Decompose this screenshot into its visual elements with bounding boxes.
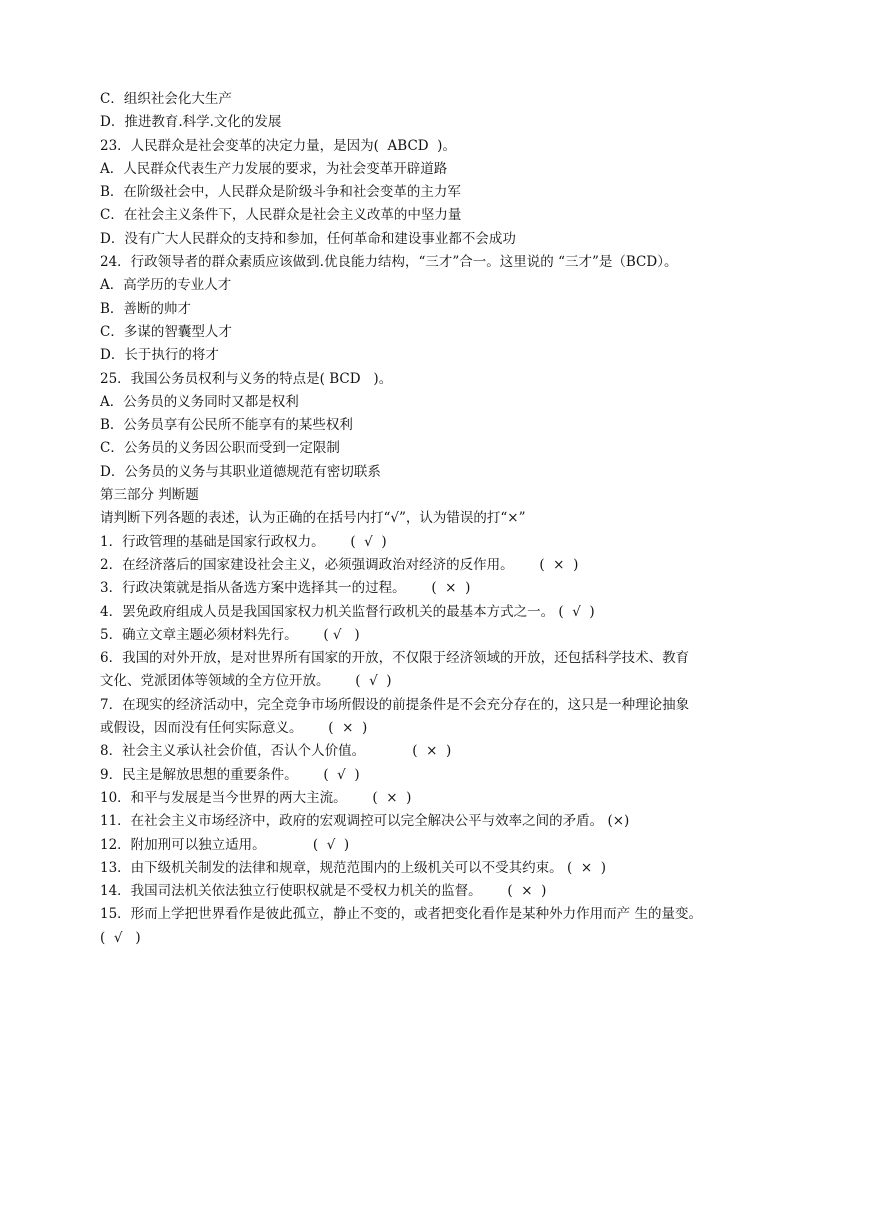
judgment-6-continued: 文化、党派团体等领域的全方位开放。 ( √ ) <box>100 673 392 690</box>
question-23-option-d: D．没有广大人民群众的支持和参加，任何革命和建设事业都不会成功 <box>100 230 516 247</box>
judgment-14: 14．我国司法机关依法独立行使职权就是不受权力机关的监督。 ( × ) <box>100 883 547 900</box>
question-25: 25．我国公务员权利与义务的特点是( BCD )。 <box>100 370 393 387</box>
judgment-3: 3．行政决策就是指从备选方案中选择其一的过程。 ( × ) <box>100 580 471 597</box>
question-24: 24．行政领导者的群众素质应该做到.优良能力结构，“三才”合一。这里说的 “三才”是（BCD）。 <box>100 254 678 271</box>
judgment-7-continued: 或假设，因而没有任何实际意义。 ( × ) <box>100 720 368 737</box>
question-25-option-c: C．公务员的义务因公职而受到一定限制 <box>100 440 340 457</box>
judgment-11: 11．在社会主义市场经济中，政府的宏观调控可以完全解决公平与效率之间的矛盾。 (×) <box>100 813 630 830</box>
option-d-line: D．推进教育.科学.文化的发展 <box>100 114 282 131</box>
judgment-5: 5．确立文章主题必须材料先行。 ( √ ) <box>100 626 360 643</box>
judgment-9: 9．民主是解放思想的重要条件。 ( √ ) <box>100 766 360 783</box>
question-23-option-b: B．在阶级社会中，人民群众是阶级斗争和社会变革的主力军 <box>100 184 461 201</box>
question-23-option-c: C．在社会主义条件下，人民群众是社会主义改革的中坚力量 <box>100 207 462 224</box>
judgment-2: 2．在经济落后的国家建设社会主义，必须强调政治对经济的反作用。 ( × ) <box>100 556 579 573</box>
section-heading: 第三部分 判断题 <box>100 487 199 504</box>
judgment-7: 7．在现实的经济活动中，完全竞争市场所假设的前提条件是不会充分存在的，这只是一种理论抽象 <box>100 696 690 713</box>
document-body <box>100 88 780 950</box>
judgment-4: 4．罢免政府组成人员是我国国家权力机关监督行政机关的最基本方式之一。 ( √ ) <box>100 603 595 620</box>
question-25-option-d: D．公务员的义务与其职业道德规范有密切联系 <box>100 463 381 480</box>
question-24-option-b: B．善断的帅才 <box>100 300 191 317</box>
section-instructions: 请判断下列各题的表述，认为正确的在括号内打“√”，认为错误的打“×” <box>100 510 526 527</box>
question-24-option-a: A．高学历的专业人才 <box>100 277 232 294</box>
judgment-6: 6．我国的对外开放，是对世界所有国家的开放，不仅限于经济领域的开放，还包括科学技术、教育 <box>100 650 690 667</box>
question-23: 23．人民群众是社会变革的决定力量，是因为( ABCD )。 <box>100 137 456 154</box>
judgment-15: 15．形而上学把世界看作是彼此孤立，静止不变的，或者把变化看作是某种外力作用而产 生的量变。 <box>100 906 702 923</box>
judgment-15-answer: ( √ ) <box>100 929 141 946</box>
question-24-option-d: D．长于执行的将才 <box>100 347 219 364</box>
judgment-8: 8．社会主义承认社会价值，否认个人价值。 ( × ) <box>100 743 452 760</box>
judgment-10: 10．和平与发展是当今世界的两大主流。 ( × ) <box>100 789 412 806</box>
question-23-option-a: A．人民群众代表生产力发展的要求，为社会变革开辟道路 <box>100 160 448 177</box>
option-c-line: C．组织社会化大生产 <box>100 91 232 107</box>
judgment-12: 12．附加刑可以独立适用。 ( √ ) <box>100 836 350 853</box>
judgment-1: 1．行政管理的基础是国家行政权力。 ( √ ) <box>100 533 387 550</box>
judgment-13: 13．由下级机关制发的法律和规章，规范范围内的上级机关可以不受其约束。 ( × ) <box>100 859 606 876</box>
question-25-option-b: B．公务员享有公民所不能享有的某些权利 <box>100 417 353 434</box>
question-25-option-a: A．公务员的义务同时又都是权利 <box>100 393 299 410</box>
question-24-option-c: C．多谋的智囊型人才 <box>100 323 232 340</box>
